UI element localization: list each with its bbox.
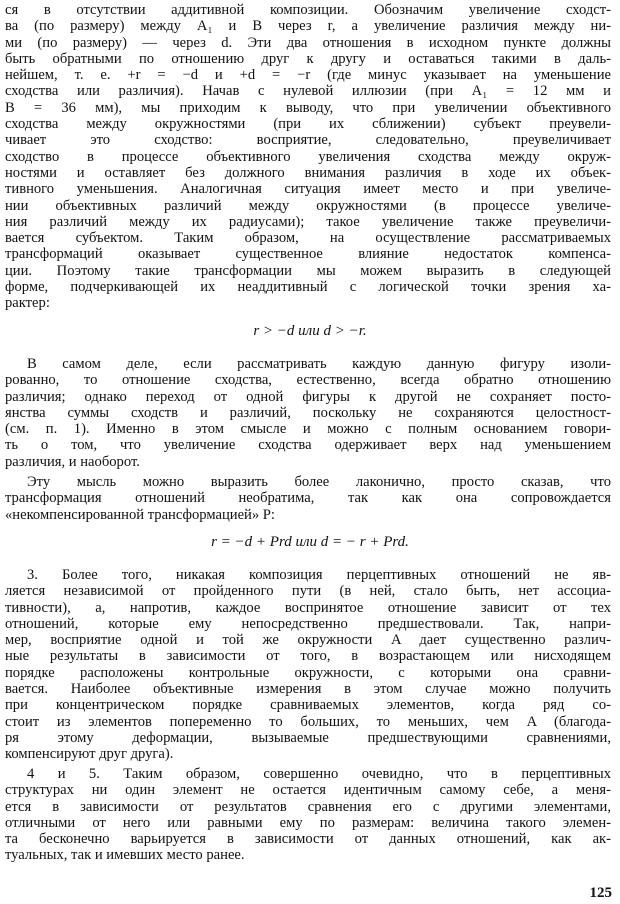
text-line: ми (по размеру) — через d. Эти два отношения в исходном пункте должны xyxy=(5,34,611,51)
text-line: рактер: xyxy=(5,295,50,312)
text-line: та бесконечно варьируется в зависимости от данных отношений, как ак- xyxy=(5,831,611,848)
text-line: ностями и оставляет без должного внимания различия в ходе их объек- xyxy=(5,164,611,181)
formula-uncompensated: r = −d + Prd или d = − r + Prd. xyxy=(211,534,409,550)
text-line: «некомпенсированной трансформацией» P: xyxy=(5,506,275,523)
text-line: чивает это сходство: восприятие, следовательно, преувеличивает xyxy=(5,132,611,149)
text-line: ть о том, что увеличение сходства одерживает верх над уменьшением xyxy=(5,437,611,454)
paragraph-1 xyxy=(5,2,611,312)
paragraph-5 xyxy=(5,766,611,864)
text-line: отличными от него или равными ему по размерам: величина такого элемен- xyxy=(5,814,611,831)
text-line: мер, восприятие одной и той же окружности A дает существенно различ- xyxy=(5,632,611,649)
text-line: нии объективных различий между окружностями (в процессе увеличе- xyxy=(5,197,611,214)
text-line: трансформация отношений необратима, так как она сопровождается xyxy=(5,490,611,507)
text-line: (см. п. 1). Именно в этом смысле и можно с полным основанием говори- xyxy=(5,421,611,438)
paragraph-2 xyxy=(5,356,611,470)
text-line: вается субъектом. Таким образом, на осуществление рассматриваемых xyxy=(5,230,611,247)
text-line: стоит из элементов попеременно то больших, то меньших, чем A (благода- xyxy=(5,713,611,730)
text-line: рованно, то отношение сходства, естественно, всегда обратно отношению xyxy=(5,372,611,389)
text-line: вается. Наиболее объективные измерения в этом случае можно получить xyxy=(5,681,611,698)
text-line: B = 36 мм), мы приходим к выводу, что при увеличении объективного xyxy=(5,99,611,116)
text-line: тивного уменьшения. Аналогичная ситуация имеет место и при увеличе- xyxy=(5,181,611,198)
text-line: туальных, так и имевших место ранее. xyxy=(5,847,245,864)
text-line: нейшем, т. е. +r = −d и +d = −r (где минус указывает на уменьшение xyxy=(5,67,611,84)
text-line: 3. Более того, никакая композиция перцептивных отношений не яв- xyxy=(27,567,611,583)
text-line: Эту мысль можно выразить более лаконично, просто сказав, что xyxy=(27,474,611,490)
text-line: сходства или различия). Начав с нулевой иллюзии (при A₁ = 12 мм и xyxy=(5,83,611,100)
text-line: сходства между окружностями (при их сближении) субъект преувели- xyxy=(5,116,611,133)
text-line: янства суммы сходств и различий, поскольку не сохраняются целостност- xyxy=(5,404,611,421)
formula-inequality: r > −d или d > −r. xyxy=(253,323,367,339)
text-line: трансформаций оказывает существенное влияние недостаток компенса- xyxy=(5,246,611,263)
paragraph-3 xyxy=(5,474,611,523)
text-line: ния различий между их радиусами); такое увеличение также преувеличи- xyxy=(5,213,611,230)
text-line: ва (по размеру) между A₁ и B через r, а увеличение различия между ни- xyxy=(5,18,611,35)
text-line: В самом деле, если рассматривать каждую данную фигуру изоли- xyxy=(27,356,611,372)
text-line: ные результаты в зависимости от того, в возрастающем или нисходящем xyxy=(5,648,611,665)
paragraph-4 xyxy=(5,567,611,763)
text-line: при концентрическом порядке сравниваемых элементов, когда ряд со- xyxy=(5,697,611,714)
text-line: порядке расположены контрольные окружности, с которыми она сравни- xyxy=(5,664,611,681)
text-line: ции. Поэтому такие трансформации мы можем выразить в следующей xyxy=(5,262,611,279)
text-line: структурах ни один элемент не остается идентичным самому себе, а меня- xyxy=(5,782,611,799)
text-line: различия, и наоборот. xyxy=(5,453,140,470)
text-line: ся в отсутствии аддитивной композиции. Обозначим увеличение сходст- xyxy=(5,2,611,18)
text-line: различия; однако переход от одной фигуры к другой не сохраняет посто- xyxy=(5,388,611,405)
page-number: 125 xyxy=(589,885,612,901)
text-line: сходство в процессе объективного увеличения сходства между окруж- xyxy=(5,148,611,165)
text-line: ря этому деформации, вызываемые предшествующими сравнениями, xyxy=(5,729,611,746)
text-line: ляется независимой от пройденного пути (в ней, стало быть, нет ассоциа- xyxy=(5,583,611,600)
text-line: отношений, которые ему непосредственно предшествовали. Так, напри- xyxy=(5,615,611,632)
text-line: форме, подчеркивающей их неаддитивный с логической точки зрения ха- xyxy=(5,279,611,296)
text-line: 4 и 5. Таким образом, совершенно очевидно, что в перцептивных xyxy=(27,766,611,782)
text-line: тивности), а, напротив, каждое воспринятое отношение зависит от тех xyxy=(5,599,611,616)
text-line: компенсируют друг друга). xyxy=(5,746,174,763)
text-line: ется в зависимости от результатов сравнения его с другими элементами, xyxy=(5,798,611,815)
text-line: быть обратными по отношению друг к другу и оставаться такими в даль- xyxy=(5,50,611,67)
